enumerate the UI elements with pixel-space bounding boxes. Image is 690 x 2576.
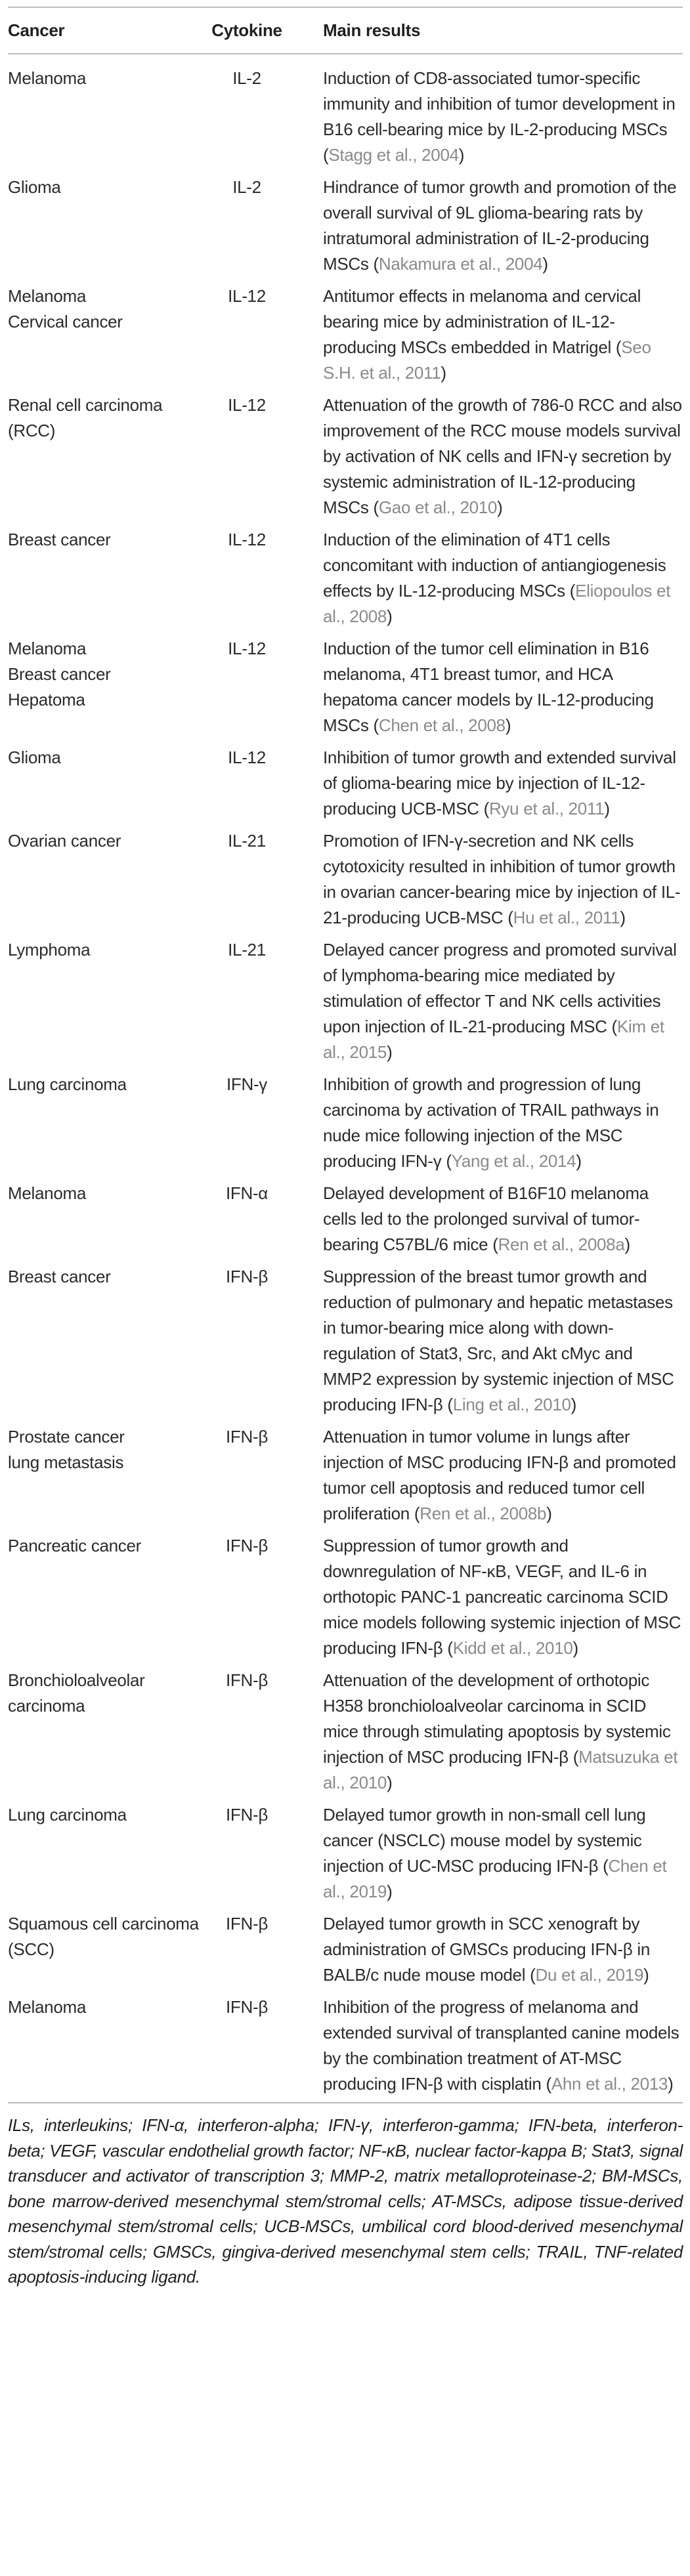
main-results-cell bbox=[323, 1177, 683, 1261]
cytokine-cell: IL-12 bbox=[228, 395, 266, 415]
citation-close-paren: ) bbox=[542, 254, 548, 274]
cytokine-cell: IFN-β bbox=[207, 1991, 287, 2103]
citation-open-paren: ( bbox=[603, 1856, 609, 1876]
table-footnote: ILs, interleukins; IFN-α, interferon-alpha; IFN-γ, interferon-gamma; IFN-beta, interferon-beta; VEGF, vascular endothelial growth factor; NF-κB, nuclear factor-kappa B; Stat3, signal transducer and activator of transcription 3; MMP-2, matrix metalloproteinase-2; BM-MSCs, bone marrow-derived mesenchymal stem/stromal cells; AT-MSCs, adipose tissue-derived mesenchymal stem/stromal cells; UCB-MSCs, umbilical cord blood-derived mesenchymal stem/stromal cells; GMSCs, gingiva-derived mesenchymal stem cells; TRAIL, TNF-related apoptosis-inducing ligand. bbox=[8, 2115, 683, 2287]
citation-open-paren: ( bbox=[373, 497, 379, 517]
header-main-results: Main results bbox=[323, 7, 683, 54]
citation-close-paren: ) bbox=[572, 1638, 578, 1658]
table-row bbox=[8, 1799, 683, 1908]
cytokine-cell: IFN-β bbox=[226, 1267, 268, 1286]
cancer-cell bbox=[8, 389, 207, 524]
citation-link[interactable]: Gao et al., 2010 bbox=[378, 497, 498, 517]
cancer-cell bbox=[8, 1421, 207, 1530]
citation-link[interactable]: Nakamura et al., 2004 bbox=[378, 254, 543, 274]
citation-open-paren: ( bbox=[492, 1235, 498, 1254]
cancer-name: Glioma bbox=[8, 177, 61, 197]
main-results-cell bbox=[323, 825, 683, 934]
main-results-cell bbox=[323, 1908, 683, 1991]
cancer-name: Melanoma bbox=[8, 1997, 86, 2017]
citation-link[interactable]: Hu et al., 2011 bbox=[513, 908, 620, 927]
cancer-cell bbox=[8, 825, 207, 934]
citation-open-paren: ( bbox=[530, 1965, 536, 1985]
citation-link[interactable]: Yang et al., 2014 bbox=[451, 1151, 576, 1171]
main-results-cell bbox=[323, 1799, 683, 1908]
citation-link[interactable]: Ryu et al., 2011 bbox=[488, 799, 605, 818]
cytokine-cell: IFN-α bbox=[225, 1183, 269, 1203]
cancer-name: Cervical cancer bbox=[8, 312, 123, 331]
table-row bbox=[8, 1068, 683, 1177]
citation-close-paren: ) bbox=[497, 497, 503, 517]
cancer-name: Breast cancer bbox=[8, 1267, 111, 1286]
result-text: Suppression of tumor growth and downregulation of NF-κB, VEGF, and IL-6 in orthotopic PANC-1 pancreatic carcinoma SCID mice models following systemic injection of MSC producing IFN-β bbox=[323, 1536, 681, 1658]
citation-close-paren: ) bbox=[546, 1504, 552, 1523]
spacer-cell bbox=[287, 1991, 323, 2103]
result-text: Delayed development of B16F10 melanoma cells led to the prolonged survival of tumor-bearing C57BL/6 mice bbox=[323, 1183, 649, 1254]
spacer-cell bbox=[287, 825, 323, 934]
table-header bbox=[8, 7, 683, 54]
cancer-cell bbox=[8, 1799, 207, 1908]
citation-link[interactable]: Seo S.H. et al., 2011 bbox=[323, 337, 651, 383]
result-text: Induction of CD8-associated tumor-specific immunity and inhibition of tumor development in B16 cell-bearing mice by IL-2-producing MSCs bbox=[323, 68, 676, 139]
result-text: Attenuation of the development of orthotopic H358 bronchioloalveolar carcinoma in SCID mice through stimulating apoptosis by systemic injection of MSC producing IFN-β bbox=[323, 1670, 671, 1767]
main-results-cell bbox=[323, 1530, 683, 1664]
main-results-cell bbox=[323, 1261, 683, 1421]
header-cancer: Cancer bbox=[8, 7, 207, 54]
cancer-name: Lymphoma bbox=[8, 940, 91, 960]
cancer-name: Breast cancer bbox=[8, 664, 111, 684]
spacer-cell bbox=[287, 1177, 323, 1261]
citation-open-paren: ( bbox=[414, 1504, 420, 1523]
cancer-name: lung metastasis bbox=[8, 1452, 124, 1472]
main-results-cell bbox=[323, 524, 683, 633]
citation-open-paren: ( bbox=[446, 1151, 452, 1171]
result-text: Inhibition of growth and progression of lung carcinoma by activation of TRAIL pathways in nude mice following injection of the MSC producing IFN-γ bbox=[323, 1074, 659, 1171]
main-results-cell bbox=[323, 633, 683, 742]
spacer-cell bbox=[287, 1908, 323, 1991]
citation-link[interactable]: Kim et al., 2015 bbox=[323, 1017, 664, 1062]
header-cytokine: Cytokine bbox=[207, 7, 287, 54]
main-results-cell bbox=[323, 742, 683, 825]
main-results-cell bbox=[323, 280, 683, 389]
table-row bbox=[8, 825, 683, 934]
spacer-cell bbox=[287, 54, 323, 171]
spacer-cell bbox=[287, 1664, 323, 1799]
result-text: Inhibition of the progress of melanoma and extended survival of transplanted canine models by the combination treatment of AT-MSC producing IFN-β with cisplatin bbox=[323, 1997, 679, 2094]
citation-link[interactable]: Ahn et al., 2013 bbox=[551, 2074, 668, 2094]
spacer-cell bbox=[287, 1799, 323, 1908]
cytokine-cell: IFN-γ bbox=[226, 1074, 268, 1094]
citation-open-paren: ( bbox=[546, 2074, 551, 2094]
header-spacer bbox=[287, 7, 323, 54]
table-row bbox=[8, 934, 683, 1068]
cancer-name: Lung carcinoma bbox=[8, 1074, 127, 1094]
result-text: Delayed tumor growth in SCC xenograft by administration of GMSCs producing IFN-β in BALB/c nude mouse model bbox=[323, 1914, 650, 1985]
citation-close-paren: ) bbox=[441, 363, 446, 383]
result-text: Promotion of IFN-γ-secretion and NK cells cytotoxicity resulted in inhibition of tumor growth in ovarian cancer-bearing mice by injection of IL-21-producing UCB-MSC bbox=[323, 831, 681, 927]
main-results-cell bbox=[323, 1991, 683, 2103]
citation-close-paren: ) bbox=[643, 1965, 649, 1985]
citation-open-paren: ( bbox=[323, 145, 329, 165]
spacer-cell bbox=[287, 1530, 323, 1664]
citation-open-paren: ( bbox=[447, 1638, 453, 1658]
cancer-cell bbox=[8, 171, 207, 280]
table-row bbox=[8, 1908, 683, 1991]
citation-link[interactable]: Ren et al., 2008a bbox=[498, 1235, 625, 1254]
cancer-cell bbox=[8, 1664, 207, 1799]
cancer-name: Pancreatic cancer bbox=[8, 1536, 142, 1555]
header-row bbox=[8, 7, 683, 54]
cytokine-cell: IL-2 bbox=[232, 177, 261, 197]
citation-open-paren: ( bbox=[483, 799, 489, 818]
citation-close-paren: ) bbox=[505, 715, 511, 735]
citation-open-paren: ( bbox=[611, 1017, 617, 1036]
cytokine-cell: IFN-β bbox=[226, 1914, 268, 1933]
citation-link[interactable]: Matsuzuka et al., 2010 bbox=[323, 1747, 678, 1792]
spacer-cell bbox=[287, 1068, 323, 1177]
result-text: Hindrance of tumor growth and promotion of the overall survival of 9L glioma-bearing rats by intratumoral administration of IL-2-producing MSCs bbox=[323, 177, 677, 274]
cancer-cell bbox=[8, 1991, 207, 2103]
table-row bbox=[8, 524, 683, 633]
main-results-cell bbox=[323, 1421, 683, 1530]
citation-close-paren: ) bbox=[387, 1882, 393, 1901]
citation-close-paren: ) bbox=[624, 1235, 630, 1254]
cancer-cell bbox=[8, 280, 207, 389]
citation-close-paren: ) bbox=[571, 1395, 577, 1414]
table-row bbox=[8, 171, 683, 280]
cancer-cell bbox=[8, 633, 207, 742]
cytokine-cell: IFN-β bbox=[226, 1670, 268, 1690]
table-row bbox=[8, 1261, 683, 1421]
citation-open-paren: ( bbox=[373, 254, 379, 274]
cancer-cell bbox=[8, 1068, 207, 1177]
table-row bbox=[8, 280, 683, 389]
table-row bbox=[8, 1664, 683, 1799]
result-text: Inhibition of tumor growth and extended survival of glioma-bearing mice by injection of IL-12-producing UCB-MSC bbox=[323, 748, 676, 818]
result-text: Antitumor effects in melanoma and cervical bearing mice by administration of IL-12-producing MSCs embedded in Matrigel bbox=[323, 286, 641, 357]
result-text: Attenuation in tumor volume in lungs after injection of MSC producing IFN-β and promoted tumor cell apoptosis and reduced tumor cell proliferation bbox=[323, 1427, 676, 1523]
cancer-name: Lung carcinoma bbox=[8, 1805, 127, 1825]
spacer-cell bbox=[287, 934, 323, 1068]
cancer-name: Renal cell carcinoma (RCC) bbox=[8, 395, 163, 440]
main-results-cell bbox=[323, 389, 683, 524]
table-row bbox=[8, 633, 683, 742]
spacer-cell bbox=[287, 171, 323, 280]
citation-open-paren: ( bbox=[507, 908, 513, 927]
table-row bbox=[8, 1177, 683, 1261]
table-row bbox=[8, 54, 683, 171]
table-row bbox=[8, 389, 683, 524]
citation-close-paren: ) bbox=[620, 908, 626, 927]
result-text: Suppression of the breast tumor growth and reduction of pulmonary and hepatic metastases in tumor-bearing mice along with down-regulation of Stat3, Src, and Akt cMyc and MMP2 expression by systemic injection of MSC producing IFN-β bbox=[323, 1267, 674, 1414]
citation-link[interactable]: Stagg et al., 2004 bbox=[328, 145, 459, 165]
citation-link[interactable]: Ling et al., 2010 bbox=[452, 1395, 571, 1414]
cancer-name: Melanoma bbox=[8, 68, 86, 88]
cancer-name: Hepatoma bbox=[8, 690, 85, 709]
citation-open-paren: ( bbox=[373, 715, 379, 735]
cancer-name: Breast cancer bbox=[8, 530, 111, 549]
main-results-cell bbox=[323, 171, 683, 280]
spacer-cell bbox=[287, 524, 323, 633]
citation-close-paren: ) bbox=[458, 145, 465, 165]
cancer-cell bbox=[8, 524, 207, 633]
citation-open-paren: ( bbox=[615, 337, 622, 357]
cancer-cell bbox=[8, 1530, 207, 1664]
citation-link[interactable]: Kidd et al., 2010 bbox=[452, 1638, 573, 1658]
cancer-cell bbox=[8, 742, 207, 825]
cancer-cell bbox=[8, 1261, 207, 1421]
cytokine-cell: IL-21 bbox=[228, 831, 266, 851]
result-text: Induction of the elimination of 4T1 cells concomitant with induction of antiangiogenesis effects by IL-12-producing MSCs bbox=[323, 530, 666, 601]
table-row bbox=[8, 1991, 683, 2103]
citation-link[interactable]: Ren et al., 2008b bbox=[420, 1504, 547, 1523]
table-row bbox=[8, 1421, 683, 1530]
result-text: Attenuation of the growth of 786-0 RCC and also improvement of the RCC mouse models survival by activation of NK cells and IFN-γ secretion by systemic administration of IL-12-producing MSCs bbox=[323, 395, 682, 517]
citation-link[interactable]: Du et al., 2019 bbox=[535, 1965, 644, 1985]
cytokine-cell: IFN-β bbox=[226, 1805, 268, 1825]
main-results-cell bbox=[323, 1068, 683, 1177]
cancer-cell bbox=[8, 934, 207, 1068]
cancer-name: Melanoma bbox=[8, 286, 86, 306]
cytokine-results-table bbox=[8, 7, 683, 2103]
main-results-cell bbox=[323, 1664, 683, 1799]
citation-close-paren: ) bbox=[668, 2074, 674, 2094]
cancer-name: Prostate cancer bbox=[8, 1427, 125, 1446]
cancer-name: Bronchioloalveolar carcinoma bbox=[8, 1670, 145, 1716]
cytokine-cell: IL-12 bbox=[228, 639, 266, 658]
spacer-cell bbox=[287, 389, 323, 524]
cancer-name: Melanoma bbox=[8, 1183, 86, 1203]
cytokine-cell: IFN-β bbox=[226, 1427, 268, 1446]
cancer-name: Squamous cell carcinoma (SCC) bbox=[8, 1914, 199, 1959]
cancer-cell bbox=[8, 1908, 207, 1991]
citation-close-paren: ) bbox=[576, 1151, 582, 1171]
cytokine-cell: IL-21 bbox=[228, 940, 266, 960]
spacer-cell bbox=[287, 280, 323, 389]
citation-close-paren: ) bbox=[387, 1773, 393, 1792]
cancer-name: Ovarian cancer bbox=[8, 831, 121, 851]
cytokine-cell: IL-12 bbox=[228, 286, 266, 306]
spacer-cell bbox=[287, 742, 323, 825]
cytokine-cell: IL-12 bbox=[228, 530, 266, 549]
cytokine-cell: IL-2 bbox=[232, 68, 261, 88]
cancer-name: Melanoma bbox=[8, 639, 86, 658]
citation-close-paren: ) bbox=[387, 606, 393, 626]
table-row bbox=[8, 742, 683, 825]
citation-open-paren: ( bbox=[447, 1395, 453, 1414]
main-results-cell bbox=[323, 934, 683, 1068]
spacer-cell bbox=[287, 1421, 323, 1530]
citation-link[interactable]: Eliopoulos et al., 2008 bbox=[323, 581, 671, 626]
cytokine-cell: IFN-β bbox=[226, 1536, 268, 1555]
table-body bbox=[8, 54, 683, 2103]
citation-link[interactable]: Chen et al., 2019 bbox=[323, 1856, 667, 1901]
result-text: Delayed tumor growth in non-small cell lung cancer (NSCLC) mouse model by systemic injection of UC-MSC producing IFN-β bbox=[323, 1805, 646, 1876]
citation-close-paren: ) bbox=[387, 1042, 393, 1062]
table-row bbox=[8, 1530, 683, 1664]
result-text: Delayed cancer progress and promoted survival of lymphoma-bearing mice mediated by stimulation of effector T and NK cells activities upon injection of IL-21-producing MSC bbox=[323, 940, 677, 1036]
citation-open-paren: ( bbox=[572, 1747, 579, 1767]
main-results-cell bbox=[323, 54, 683, 171]
spacer-cell bbox=[287, 1261, 323, 1421]
citation-link[interactable]: Chen et al., 2008 bbox=[378, 715, 506, 735]
spacer-cell bbox=[287, 633, 323, 742]
cancer-name: Glioma bbox=[8, 748, 61, 767]
result-text: Induction of the tumor cell elimination in B16 melanoma, 4T1 breast tumor, and HCA hepatoma cancer models by IL-12-producing MSCs bbox=[323, 639, 654, 735]
cancer-cell bbox=[8, 1177, 207, 1261]
citation-open-paren: ( bbox=[569, 581, 576, 601]
citation-close-paren: ) bbox=[604, 799, 610, 818]
cancer-cell bbox=[8, 54, 207, 171]
cytokine-cell: IL-12 bbox=[228, 748, 266, 767]
